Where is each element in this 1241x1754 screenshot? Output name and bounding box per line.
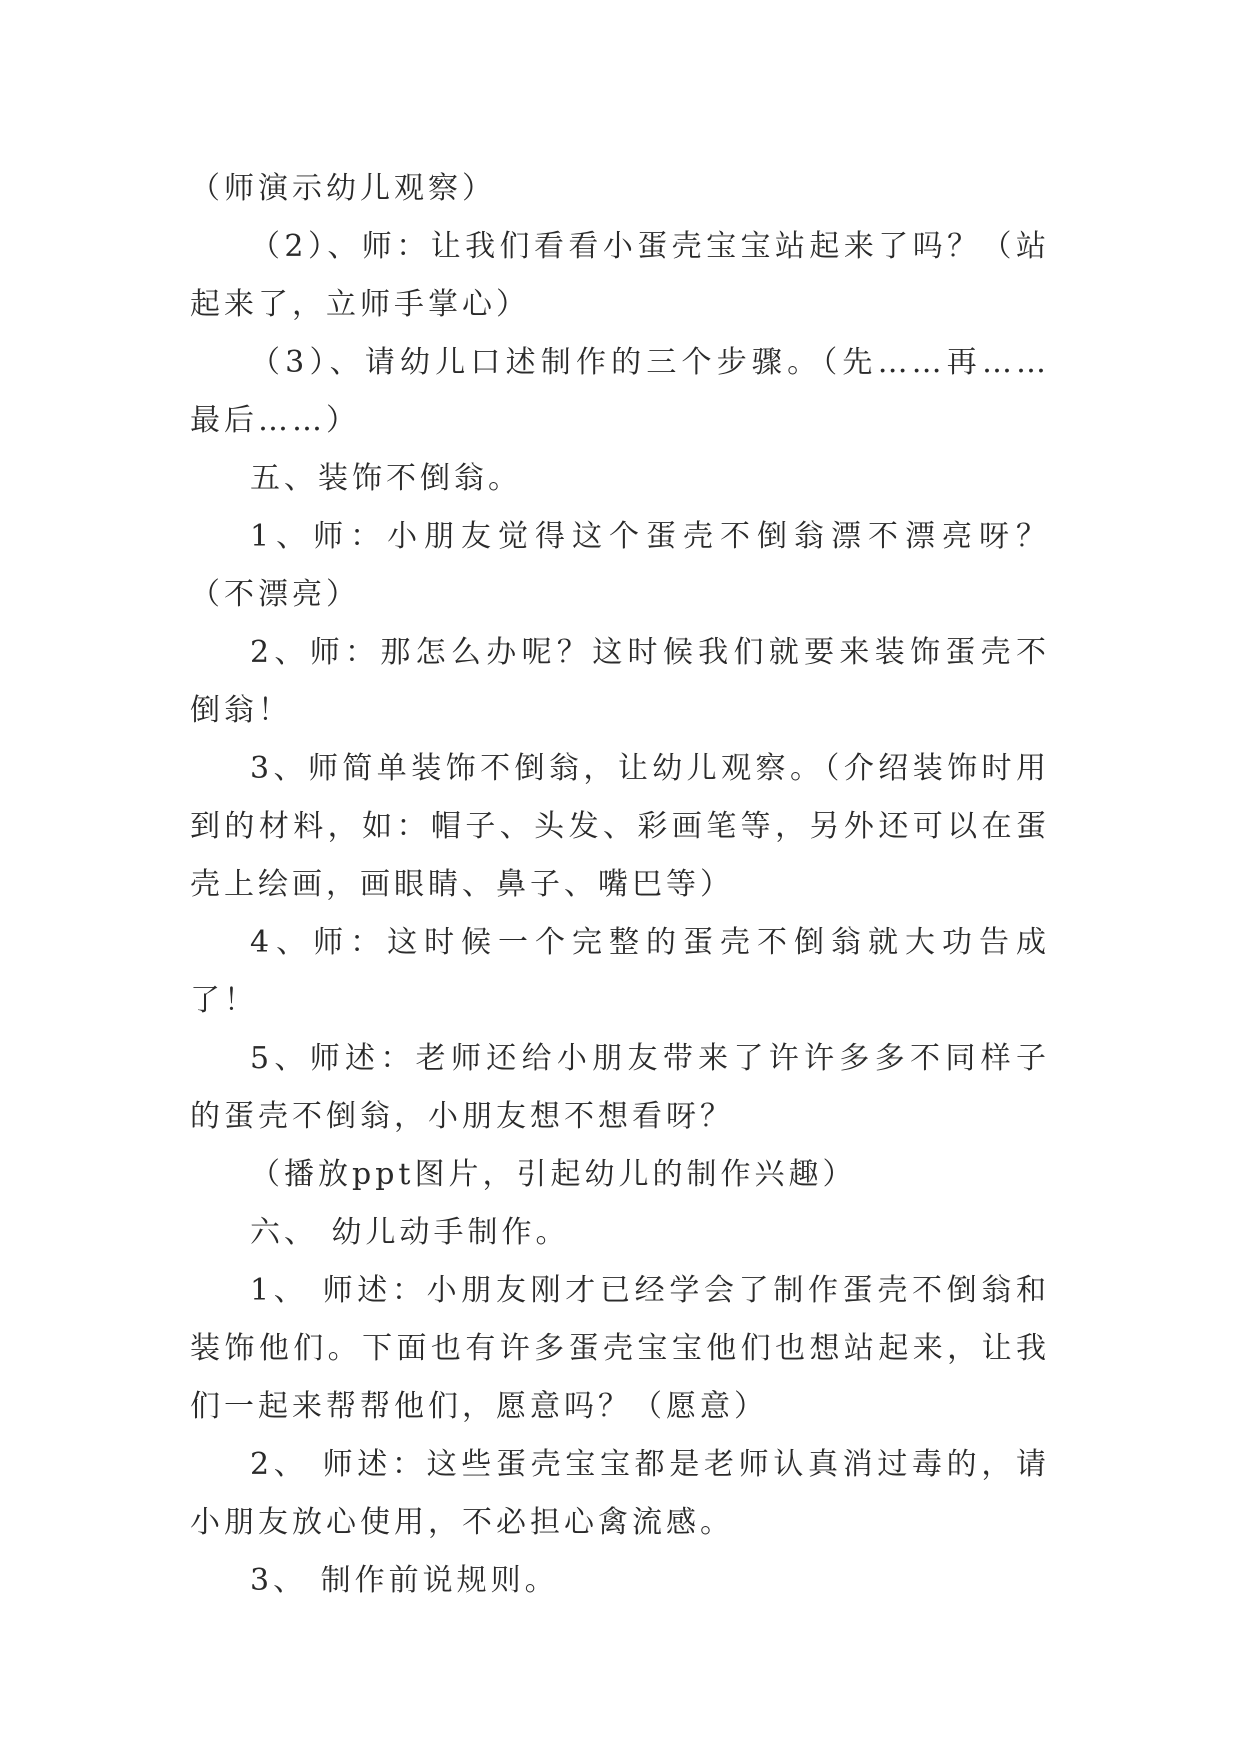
- document-body: [190, 160, 1050, 1610]
- paragraph-decorate-5: 5、师述：老师还给小朋友带来了许许多多不同样子的蛋壳不倒翁，小朋友想不想看呀？: [190, 1041, 1050, 1134]
- section-heading-decorate: 五、装饰不倒翁。: [250, 461, 522, 496]
- paragraph-decorate-4: 4、师：这时候一个完整的蛋壳不倒翁就大功告成了！: [190, 925, 1050, 1018]
- paragraph-decorate-1: 1、师：小朋友觉得这个蛋壳不倒翁漂不漂亮呀？（不漂亮）: [190, 519, 1050, 612]
- paragraph-decorate-3: 3、师简单装饰不倒翁，让幼儿观察。（介绍装饰时用到的材料，如：帽子、头发、彩画笔等，另外还可以在蛋壳上绘画，画眼睛、鼻子、嘴巴等）: [190, 751, 1050, 902]
- paragraph-decorate-2: 2、师：那怎么办呢？这时候我们就要来装饰蛋壳不倒翁！: [190, 635, 1050, 728]
- paragraph-play-ppt: （播放ppt图片，引起幼儿的制作兴趣）: [250, 1157, 857, 1192]
- paragraph-make-1: 1、 师述：小朋友刚才已经学会了制作蛋壳不倒翁和装饰他们。下面也有许多蛋壳宝宝他们也想站起来，让我们一起来帮帮他们，愿意吗？（愿意）: [190, 1273, 1050, 1424]
- section-heading-make: 六、 幼儿动手制作。: [250, 1215, 570, 1250]
- paragraph-demo-observe: （师演示幼儿观察）: [190, 171, 496, 206]
- paragraph-step-3: （3）、请幼儿口述制作的三个步骤。（先……再……最后……）: [190, 345, 1050, 438]
- paragraph-make-2: 2、 师述：这些蛋壳宝宝都是老师认真消过毒的，请小朋友放心使用，不必担心禽流感。: [190, 1447, 1050, 1540]
- paragraph-make-3: 3、 制作前说规则。: [250, 1563, 559, 1598]
- paragraph-step-2: （2）、师：让我们看看小蛋壳宝宝站起来了吗？（站起来了，立师手掌心）: [190, 229, 1050, 322]
